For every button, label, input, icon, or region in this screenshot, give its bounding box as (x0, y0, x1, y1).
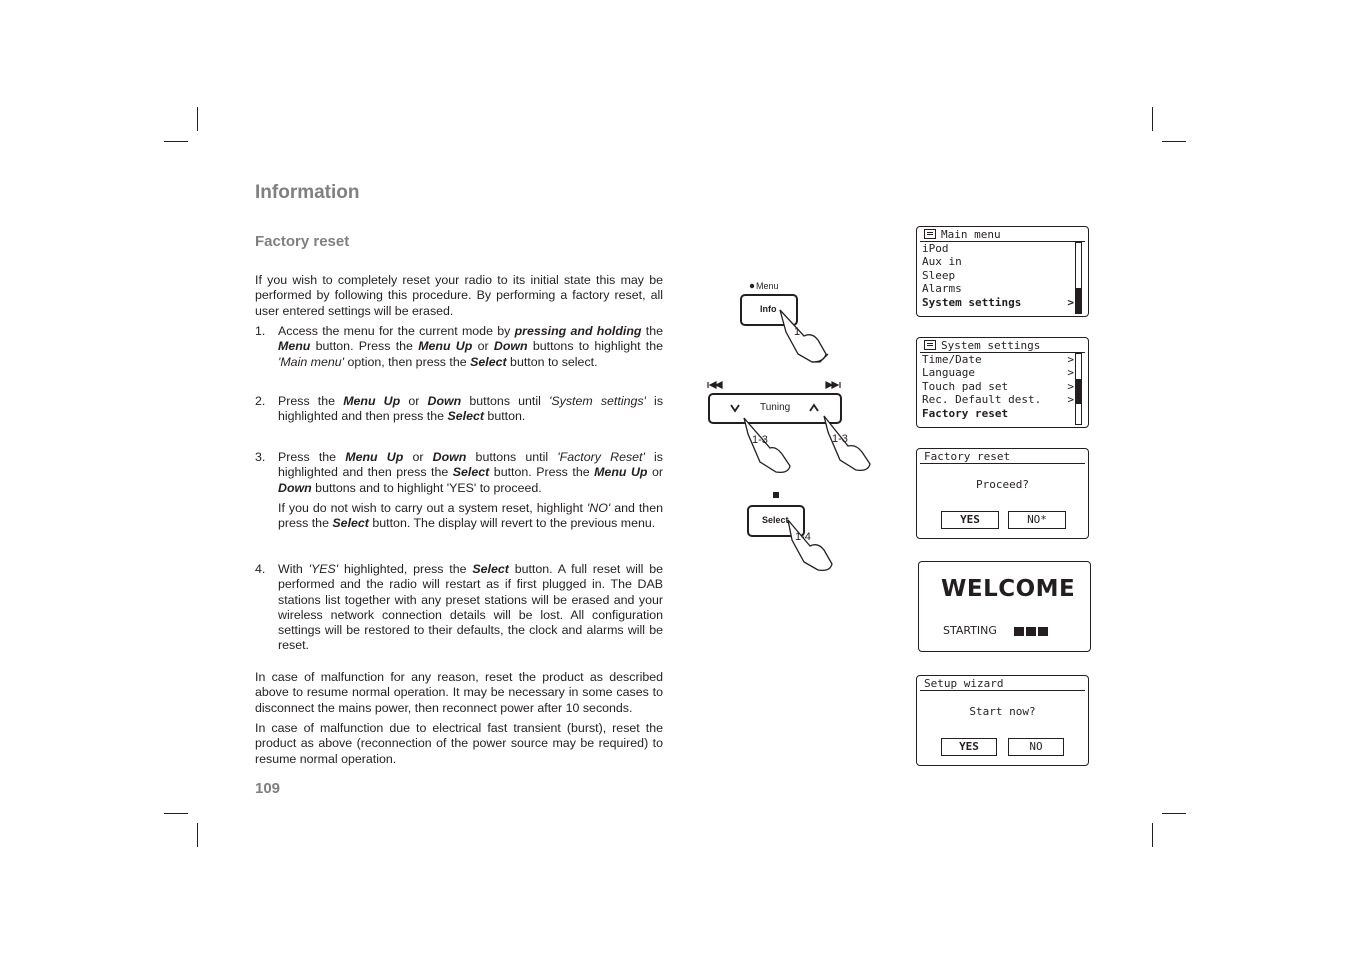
step-emphasis: Select (452, 465, 490, 480)
progress-blocks (1014, 626, 1050, 639)
select-label: Select (762, 515, 789, 525)
display-title: Main menu (941, 228, 1001, 241)
menu-item (922, 242, 1072, 255)
step-quote: 'System settings' (549, 394, 646, 408)
step-text: or (400, 394, 428, 408)
crop-mark (1162, 141, 1186, 142)
menu-item (922, 366, 1072, 379)
display-header (920, 228, 1085, 242)
step-emphasis: Down (493, 339, 528, 354)
outro-paragraph: In case of malfunction due to electrical fast transient (burst), reset the product as above (reconnection of the power source may be required) to resume normal operation. (255, 721, 663, 766)
display-prompt: Start now? (969, 705, 1036, 718)
step-text: Press the (278, 450, 346, 464)
crop-mark (1162, 813, 1186, 814)
menu-dot-icon (750, 284, 754, 288)
chevron-right-icon: > (1067, 295, 1074, 309)
display-header (920, 339, 1085, 353)
step-text: With (278, 562, 309, 576)
chevron-right-icon: > (1067, 379, 1074, 393)
menu-item-label: Alarms (922, 282, 962, 296)
step-emphasis: pressing and holding (514, 324, 642, 338)
chevron-right-icon: > (1067, 353, 1074, 366)
step-emphasis: Select (447, 409, 484, 424)
main-menu-display (916, 226, 1089, 317)
step-text: button. Press the (310, 339, 419, 354)
welcome-status: STARTING (943, 624, 997, 637)
step-4 (255, 562, 663, 654)
step-emphasis: Down (278, 480, 312, 495)
menu-list-icon (924, 340, 936, 350)
step-text: If you do not wish to carry out a system reset, highlight (278, 500, 587, 515)
welcome-display (918, 561, 1091, 652)
chevron-right-icon: > (1067, 393, 1074, 407)
step-quote: 'YES' (308, 562, 339, 576)
subsection-title: Factory reset (255, 233, 350, 250)
step-text: or (472, 339, 494, 354)
step-3 (255, 450, 663, 531)
setup-wizard-display (916, 675, 1089, 766)
yes-option: YES (941, 738, 997, 756)
yes-option: YES (941, 511, 999, 529)
step-text: button to select. (506, 354, 598, 369)
step-text: highlighted, press the (338, 562, 473, 576)
section-title: Information (255, 182, 360, 203)
menu-item (922, 269, 1072, 282)
menu-list-icon (924, 229, 936, 239)
step-text: Access the menu for the current mode by (278, 324, 515, 338)
menu-label: Menu (756, 281, 779, 291)
step-number: 1. (255, 324, 266, 338)
step-2 (255, 394, 663, 425)
step-text: buttons to highlight the (527, 339, 664, 354)
chevron-right-icon: > (1067, 366, 1074, 380)
step-emphasis: Menu (278, 339, 311, 354)
scrollbar-thumb (1076, 379, 1081, 404)
step-number: 4. (255, 562, 266, 576)
step-emphasis: Select (470, 354, 507, 369)
step-emphasis: Menu Up (594, 465, 648, 480)
step-text: buttons until (461, 394, 550, 408)
step-quote: 'Factory Reset' (557, 450, 645, 464)
menu-item (922, 255, 1072, 268)
step-text: buttons until (466, 450, 558, 464)
step-quote: 'NO' (586, 500, 611, 515)
step-emphasis: Select (332, 516, 369, 531)
step-text: is highlighted and then press the (278, 450, 663, 480)
info-label: Info (760, 304, 777, 314)
step-number: 2. (255, 394, 266, 408)
menu-item (922, 407, 1072, 420)
select-step-label: 1-4 (795, 531, 811, 543)
step-number: 3. (255, 450, 266, 464)
no-option: NO* (1008, 511, 1066, 529)
select-button-group (748, 492, 832, 570)
menu-item (922, 282, 1072, 295)
crop-mark (164, 141, 188, 142)
factory-reset-display (916, 448, 1089, 539)
step-text: or (647, 465, 664, 480)
step-emphasis: Menu Up (343, 394, 401, 408)
outro-paragraph: In case of malfunction for any reason, reset the product as described above to resume normal operation. It may be necessary in some cases to disconnect the mains power, then reconnect power after 10 seconds. (255, 670, 663, 715)
step-quote: 'Main menu' (278, 354, 345, 369)
menu-item-label: Sleep (922, 268, 956, 282)
skip-forward-icon (826, 382, 840, 388)
menu-item (922, 296, 1072, 309)
step-text: buttons and to highlight 'YES' to proceed. (311, 480, 542, 495)
page-number: 109 (255, 780, 281, 797)
menu-item-label: Language (922, 366, 975, 380)
step-text: Press the (278, 394, 344, 408)
menu-item (922, 393, 1072, 406)
step-text: option, then press the (344, 354, 471, 369)
step-text: and then press the (278, 500, 663, 531)
crop-mark (197, 823, 198, 847)
step-text: button. Press the (489, 465, 595, 480)
step-emphasis: Down (427, 394, 462, 408)
stop-square-icon (773, 492, 779, 498)
step-text: button. A full reset will be performed and the radio will restart as if first plugged in. The DAB stations list together with any preset stations will be erased and your wireless network connection details will be lost. All configuration settings will be restored to their defaults, the clock and alarms will be reset. (278, 562, 663, 653)
crop-mark (1152, 823, 1153, 847)
step-1 (255, 324, 663, 370)
scrollbar (1075, 353, 1082, 425)
step-emphasis: Select (472, 562, 509, 576)
menu-item (922, 353, 1072, 366)
tuning-left-step-label: 1-3 (752, 434, 768, 446)
step-emphasis: Down (432, 450, 467, 464)
crop-mark (164, 813, 188, 814)
crop-mark (1152, 107, 1153, 131)
menu-item-label: Touch pad set (922, 379, 1009, 393)
step-emphasis: Menu Up (418, 339, 473, 354)
step-text: button. (483, 409, 526, 424)
menu-item-label: Factory reset (922, 406, 1009, 420)
display-title: System settings (941, 339, 1041, 352)
tuning-label: Tuning (760, 402, 791, 413)
welcome-title: WELCOME (941, 576, 1076, 602)
hand-pointer-icon (788, 520, 832, 570)
menu-item-label: Time/Date (922, 353, 982, 366)
hand-pointer-icon (780, 310, 826, 362)
menu-item-label: iPod (922, 242, 949, 255)
skip-back-icon (708, 382, 722, 388)
info-button-group (741, 284, 828, 362)
display-header: Factory reset (920, 450, 1085, 464)
step-text: is highlighted and then press the (278, 394, 664, 424)
tuning-right-step-label: 1-3 (832, 433, 848, 445)
step-text: the (641, 324, 664, 338)
menu-item-label: Aux in (922, 255, 962, 269)
step-text: button. The display will revert to the previous menu. (368, 516, 656, 531)
step-text: or (403, 450, 433, 464)
display-header: Setup wizard (920, 677, 1085, 691)
scrollbar (1075, 242, 1082, 314)
info-step-label: 1 (794, 326, 801, 338)
tuning-control-group (708, 382, 870, 472)
menu-item (922, 380, 1072, 393)
step-emphasis: Menu Up (345, 450, 404, 464)
intro-paragraph: If you wish to completely reset your radio to its initial state this may be performed by following this procedure. By performing a factory reset, all user entered settings will be erased. (255, 273, 663, 318)
menu-item-label: Rec. Default dest. (922, 393, 1042, 407)
system-settings-display (916, 337, 1089, 428)
menu-list (922, 242, 1072, 309)
no-option: NO (1008, 738, 1064, 756)
scrollbar-thumb (1076, 288, 1081, 313)
display-prompt: Proceed? (976, 478, 1029, 491)
crop-mark (197, 107, 198, 131)
menu-item-label: System settings (922, 295, 1022, 309)
menu-list (922, 353, 1072, 420)
